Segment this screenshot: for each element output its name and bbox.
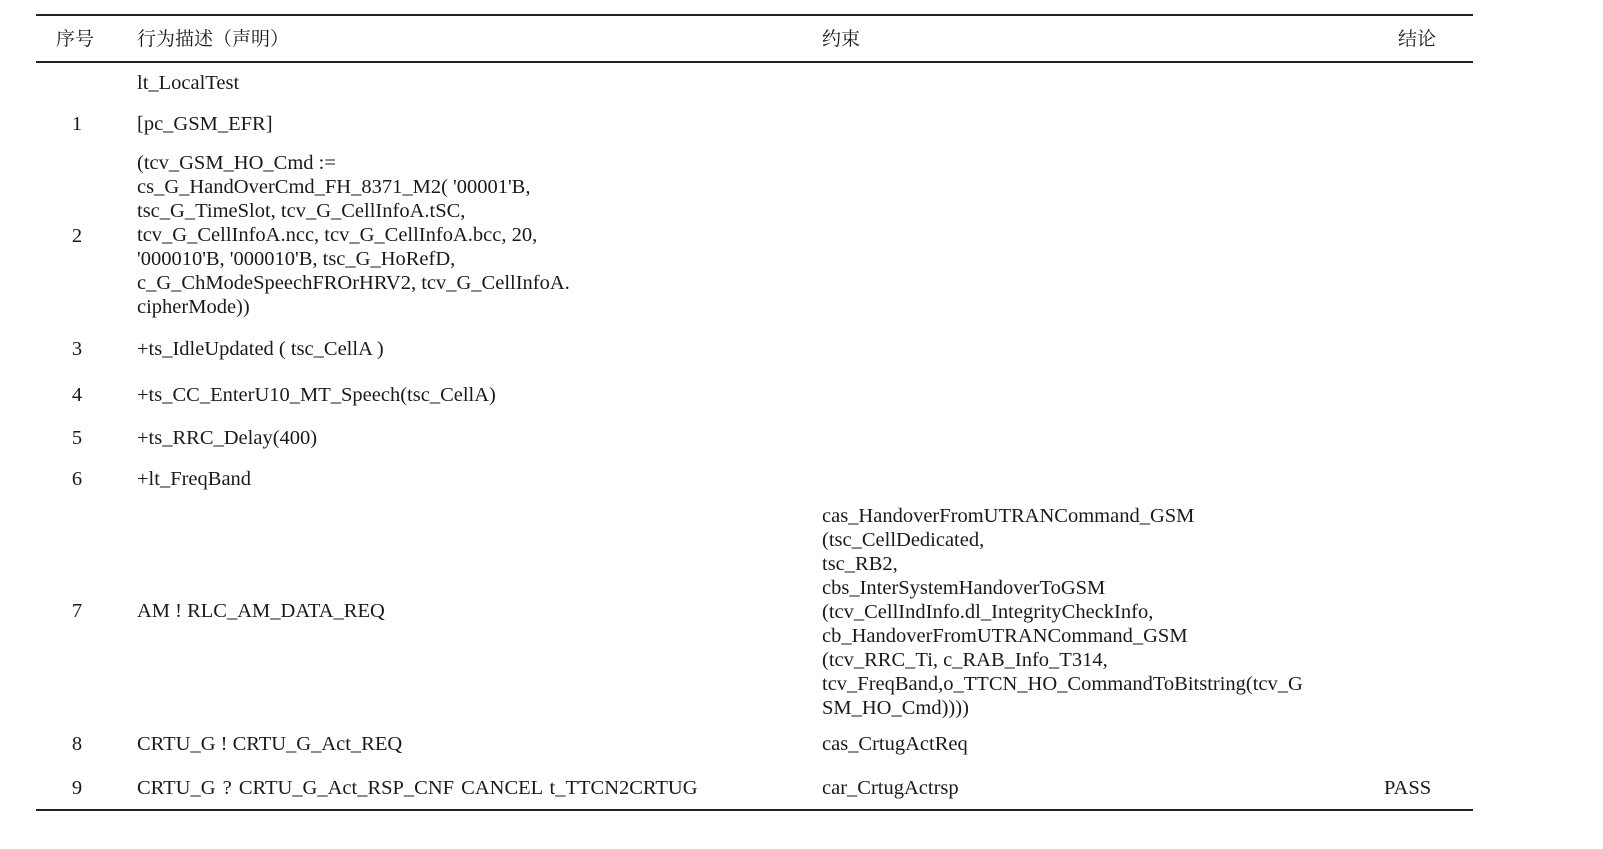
seq-cell: 9 [71, 777, 83, 799]
constraint-line: (tsc_CellDedicated, [822, 529, 985, 551]
behavior-cell: +ts_RRC_Delay(400) [137, 427, 318, 449]
constraint-line: cbs_InterSystemHandoverToGSM [822, 577, 1106, 599]
behavior-line: cipherMode)) [137, 296, 250, 318]
header-constraint: 约束 [822, 28, 861, 50]
behavior-cell: +lt_FreqBand [137, 468, 252, 490]
header-seq: 序号 [56, 28, 95, 50]
table-header-rule [36, 61, 1473, 63]
seq-cell: 7 [71, 600, 83, 622]
constraint-line: SM_HO_Cmd)))) [822, 697, 969, 719]
behavior-line: tsc_G_TimeSlot, tcv_G_CellInfoA.tSC, [137, 200, 466, 222]
seq-cell: 1 [71, 113, 83, 135]
seq-cell: 4 [71, 384, 83, 406]
behavior-line: '000010'B, '000010'B, tsc_G_HoRefD, [137, 248, 456, 270]
behavior-cell: CRTU_G ! CRTU_G_Act_REQ [137, 733, 403, 755]
seq-cell: 3 [71, 338, 83, 360]
seq-cell: 5 [71, 427, 83, 449]
seq-cell: 8 [71, 733, 83, 755]
behavior-cell: CRTU_G ? CRTU_G_Act_RSP_CNF CANCEL t_TTCN2CRTUG [137, 777, 698, 799]
constraint-line: tsc_RB2, [822, 553, 898, 575]
behavior-cell: AM ! RLC_AM_DATA_REQ [137, 600, 385, 622]
behavior-cell: lt_LocalTest [137, 72, 240, 94]
behavior-cell [137, 151, 570, 319]
verdict-cell: PASS [1384, 777, 1432, 799]
constraint-cell: cas_CrtugActReq [822, 733, 968, 755]
seq-cell: 2 [71, 225, 83, 247]
table-bottom-rule [36, 809, 1473, 811]
constraint-line: cb_HandoverFromUTRANCommand_GSM [822, 625, 1188, 647]
constraint-line: cas_HandoverFromUTRANCommand_GSM [822, 505, 1195, 527]
behavior-cell: +ts_CC_EnterU10_MT_Speech(tsc_CellA) [137, 384, 496, 406]
header-behavior: 行为描述（声明） [137, 28, 290, 50]
behavior-line: cs_G_HandOverCmd_FH_8371_M2( '00001'B, [137, 176, 531, 198]
constraint-cell: car_CrtugActrsp [822, 777, 959, 799]
table-top-rule [36, 14, 1473, 16]
header-verdict: 结论 [1398, 28, 1437, 50]
constraint-line: (tcv_CellIndInfo.dl_IntegrityCheckInfo, [822, 601, 1154, 623]
behavior-cell: [pc_GSM_EFR] [137, 113, 273, 135]
behavior-line: (tcv_GSM_HO_Cmd := [137, 152, 336, 174]
constraint-line: tcv_FreqBand,o_TTCN_HO_CommandToBitstring(tcv_G [822, 673, 1303, 695]
seq-cell: 6 [71, 468, 83, 490]
behavior-line: tcv_G_CellInfoA.ncc, tcv_G_CellInfoA.bcc, 20, [137, 224, 538, 246]
constraint-cell [822, 504, 1303, 720]
behavior-cell: +ts_IdleUpdated ( tsc_CellA ) [137, 338, 384, 360]
behavior-line: c_G_ChModeSpeechFROrHRV2, tcv_G_CellInfoA. [137, 272, 570, 294]
constraint-line: (tcv_RRC_Ti, c_RAB_Info_T314, [822, 649, 1108, 671]
